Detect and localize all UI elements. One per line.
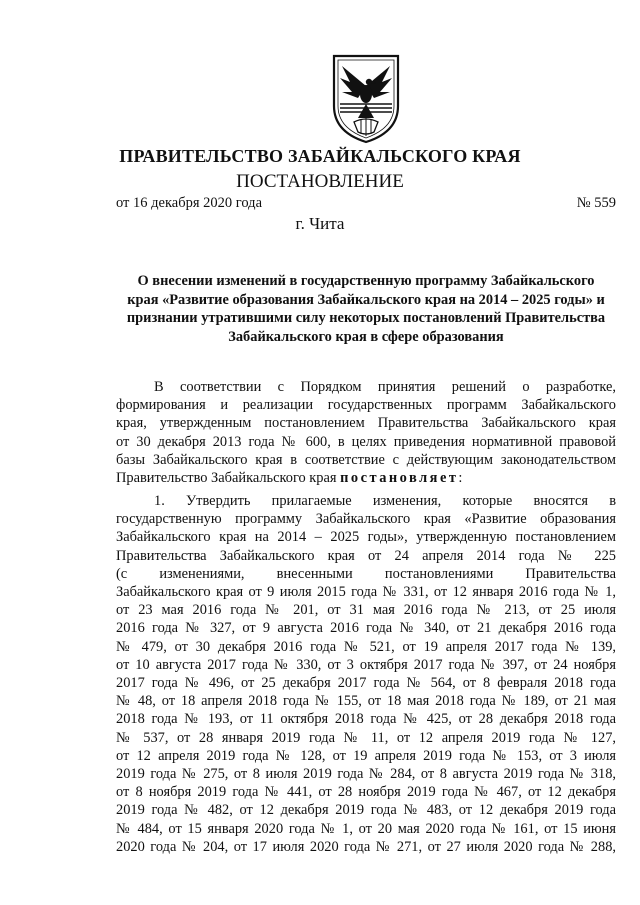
paragraph-line: 1. Утвердить прилагаемые изменения, которые вносятся в [154,493,616,509]
title-line: О внесении изменений в государственную программу Забайкальского [137,273,595,289]
item-1-paragraph [116,492,616,856]
paragraph-line: 2019 года № 275, от 8 июля 2019 года № 284, от 8 августа 2019 года № 318, [116,766,616,783]
paragraph-line: формирования и реализации государственных программ Забайкальского [116,397,616,414]
preamble-paragraph [116,378,616,487]
paragraph-line: № 48, от 18 апреля 2018 года № 155, от 18 мая 2018 года № 189, от 21 мая [116,693,616,710]
paragraph-line: № 479, от 30 декабря 2016 года № 521, от 19 апреля 2017 года № 139, [116,638,616,655]
paragraph-line: Забайкальского края на 2014 – 2025 годы», утвержденную постановлением [116,529,616,546]
paragraph-line: В соответствии с Порядком принятия решений о разработке, [154,379,616,395]
resolves-word: постановляет [340,470,459,487]
document-city: г. Чита [295,214,345,233]
paragraph-line: 2016 года № 327, от 9 августа 2016 года № 340, от 21 декабря 2016 года [116,620,616,637]
paragraph-line: от 23 мая 2016 года № 201, от 31 мая 2016 года № 213, от 25 июля [116,602,616,619]
paragraph-line: 2019 года № 482, от 12 декабря 2019 года № 483, от 12 декабря 2019 года [116,802,616,819]
coat-of-arms-emblem [328,52,404,144]
paragraph-line: края, утвержденным постановлением Правительства Забайкальского края [116,415,616,432]
paragraph-line: от 10 августа 2017 года № 330, от 3 октября 2017 года № 397, от 24 ноября [116,656,616,673]
title-line: признании утратившими силу некоторых постановлений Правительства [126,310,606,327]
paragraph-line: 2020 года № 204, от 17 июля 2020 года № 271, от 27 июля 2020 года № 288, [116,838,616,855]
paragraph-line: от 30 декабря 2013 года № 600, в целях приведения нормативной правовой [116,433,616,450]
title-line: края «Развитие образования Забайкальского края на 2014 – 2025 годы» и [127,291,605,308]
paragraph-line: № 484, от 15 января 2020 года № 1, от 20 мая 2020 года № 161, от 15 июня [116,820,616,837]
paragraph-line: от 12 апреля 2019 года № 128, от 19 апреля 2019 года № 153, от 3 июля [116,747,616,764]
document-date: от 16 декабря 2020 года [116,195,262,211]
title-line: Забайкальского края в сфере образования [228,328,504,345]
document-title [112,272,620,346]
document-number: № 559 [576,195,616,211]
paragraph-line: базы Забайкальского края в соответствие с действующим законодательством [116,451,616,468]
paragraph-line: 2017 года № 496, от 25 декабря 2017 года № 564, от 8 февраля 2018 года [116,675,616,692]
paragraph-line: 2018 года № 193, от 11 октября 2018 года № 425, от 28 декабря 2018 года [116,711,616,728]
paragraph-line: государственную программу Забайкальского края «Развитие образования [116,511,616,528]
paragraph-line: от 8 ноября 2019 года № 441, от 28 ноября 2019 года № 467, от 12 декабря [116,784,616,801]
paragraph-line: Правительство Забайкальского края постановляет: [116,470,463,487]
paragraph-line: Забайкальского края от 9 июля 2015 года № 331, от 12 января 2016 года № 1, [116,584,616,601]
paragraph-line: (с изменениями, внесенными постановлениями Правительства [116,565,616,582]
document-type: ПОСТАНОВЛЕНИЕ [236,171,404,192]
organization-name: ПРАВИТЕЛЬСТВО ЗАБАЙКАЛЬСКОГО КРАЯ [119,146,521,166]
paragraph-line: Правительства Забайкальского края от 24 апреля 2014 года № 225 [116,547,616,564]
paragraph-line: № 537, от 28 января 2019 года № 11, от 12 апреля 2019 года № 127, [116,729,616,746]
